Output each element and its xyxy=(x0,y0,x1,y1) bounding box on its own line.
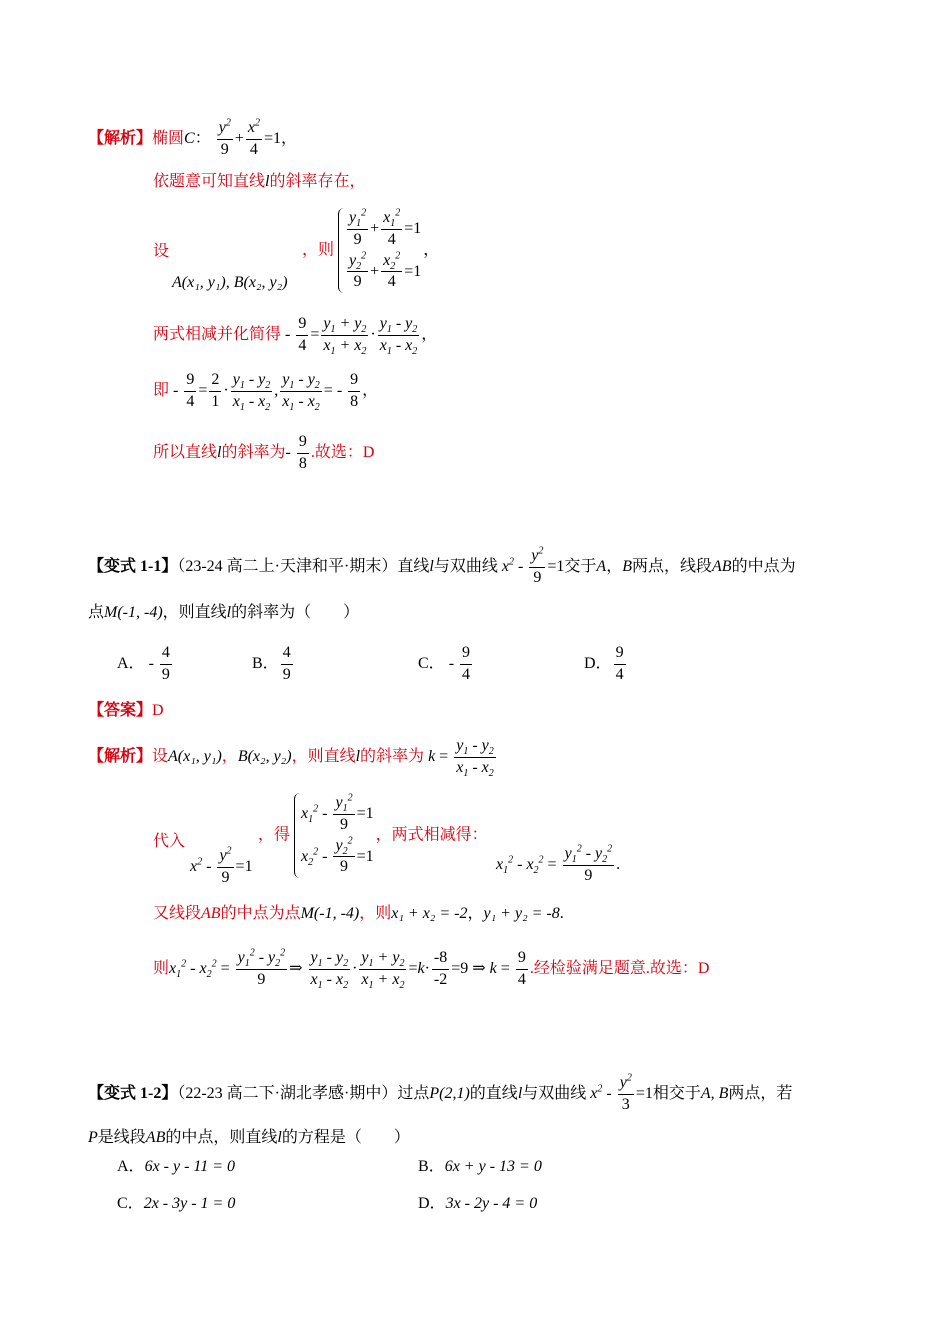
analysis-line-1: 【解析】椭圆C： $\frac{y^2}{9}$ + $\frac{x^2}{4}$ =1， xyxy=(88,117,298,158)
option-d[interactable]: D．3x - 2y - 4 = 0 xyxy=(418,1195,538,1212)
variant-tag: 【变式 1-2】 xyxy=(88,1084,178,1102)
analysis-line-3-label: 设 xyxy=(153,243,170,260)
analysis-line-5: 即 - $\frac{9}{4}$ = $\frac{2}{1}$ · $\frac{y_1 - y_2}{x_1 - x_2}$ , $\frac{y_1 - y_2}{x_1 - x_2}$ = - $\frac{9}{8}$ ， xyxy=(153,371,379,413)
option-b[interactable]: B． $\frac{4}{9}$ xyxy=(252,644,291,683)
variant-1-2-question-line-2: P是线段AB的中点，则直线l的方程是（ ） xyxy=(88,1129,410,1146)
analysis-line-4: 两式相减并化简得 - $\frac{9}{4}$ = $\frac{y_1 + y_2}{x_1 + x_2}$ · $\frac{y_1 - y_2}{x_1 - x_2}$ ， xyxy=(153,315,438,357)
variant-1-1-analysis-system: ，得 $x_1^2$ - $\frac{y_1^2}{9}$ =1 $x_2^2$ - $\frac{y_2^2}{9}$ =1 ，两式相减得： xyxy=(258,793,488,878)
points-a-b: A(x₁, y₁), B(x₂, y₂) xyxy=(172,274,288,291)
fraction-x2-over-4: $\frac{x^2}{4}$ xyxy=(247,117,260,158)
analysis-tag: 【解析】 xyxy=(88,747,153,765)
answer-line xyxy=(88,703,164,719)
answer-tag: 【答案】 xyxy=(88,702,153,719)
analysis-line-3-system: ，则 $\frac{y_1^2}{9}$ + $\frac{x_1^2}{4}$ =1 $\frac{y_2^2}{9}$ + $\frac{x_2^2}{4}$ =1 ， xyxy=(302,208,439,293)
variant-1-1-analysis-midpoint: 又线段AB的中点为点M(-1, -4)，则x₁ + x₂ = -2，y₁ + y₂ = -8. xyxy=(153,905,564,922)
answer-value: D xyxy=(152,702,164,719)
variant-1-1-question-line-2: 点M(-1, -4)，则直线l的斜率为（ ） xyxy=(88,604,360,621)
option-c[interactable]: C．2x - 3y - 1 = 0 xyxy=(117,1195,236,1212)
option-a[interactable]: A．6x - y - 11 = 0 xyxy=(117,1158,236,1175)
analysis-line-6: 所以直线l的斜率为- $\frac{9}{8}$ .故选：D xyxy=(153,433,375,472)
option-c[interactable]: C． - $\frac{9}{4}$ xyxy=(418,644,471,683)
equation-system-ellipse: $\frac{y_1^2}{9}$ + $\frac{x_1^2}{4}$ =1 $\frac{y_2^2}{9}$ + $\frac{x_2^2}{4}$ =1 xyxy=(338,208,423,293)
option-a[interactable]: A． - $\frac{4}{9}$ xyxy=(117,644,170,683)
variant-1-1-analysis-line-1: 【解析】设A(x₁, y₁)，B(x₂, y₂)，则直线l的斜率为 k = $\frac{y_1 - y_2}{x_1 - x_2}$ xyxy=(88,737,494,779)
equation-system-hyperbola: $x_1^2$ - $\frac{y_1^2}{9}$ =1 $x_2^2$ - $\frac{y_2^2}{9}$ =1 xyxy=(294,793,376,878)
option-b[interactable]: B．6x + y - 13 = 0 xyxy=(418,1158,542,1175)
analysis-tag: 【解析】 xyxy=(88,129,153,147)
variant-1-2-question-line-1: 【变式 1-2】（22-23 高二下·湖北孝感·期中）过点P(2,1)的直线l与双曲线 $x^2$ - $\frac{y^2}{3}$ =1相交于A, B两点，若 xyxy=(88,1072,793,1113)
variant-1-1-analysis-conclusion: 则$x_1^2 - x_2^2$ = $\frac{y_1^2 - y_2^2}{9}$ ⇒ $\frac{y_1 - y_2}{x_1 - x_2}$ · $\frac{y_1 + y_2}{x_1 + x_2}$ =k· $\frac{-8}{-2}$ =9 ⇒ k = $\frac{9}{4}$ .经检验满足题意.故选：D xyxy=(153,947,710,991)
variant-tag: 【变式 1-1】 xyxy=(88,557,178,575)
option-d[interactable]: D． $\frac{9}{4}$ xyxy=(584,644,624,683)
hyperbola-equation-small: $x^2$ - $\frac{y^2}{9}$ =1 xyxy=(190,845,253,886)
variant-1-1-question-line-1: 【变式 1-1】（23-24 高二上·天津和平·期末）直线l与双曲线 $x^2$ - $\frac{y^2}{9}$ =1交于A，B两点，线段AB的中点为 xyxy=(88,545,796,586)
fraction-y2-over-9: $\frac{y^2}{9}$ xyxy=(218,117,231,158)
analysis-line-2: 依题意可知直线l的斜率存在， xyxy=(153,173,366,190)
difference-equation: $x_1^2 - x_2^2$ = $\frac{y_1^2 - y_2^2}{9}$ . xyxy=(496,843,621,884)
variant-1-1-analysis-substitute: 代入 xyxy=(153,833,186,850)
